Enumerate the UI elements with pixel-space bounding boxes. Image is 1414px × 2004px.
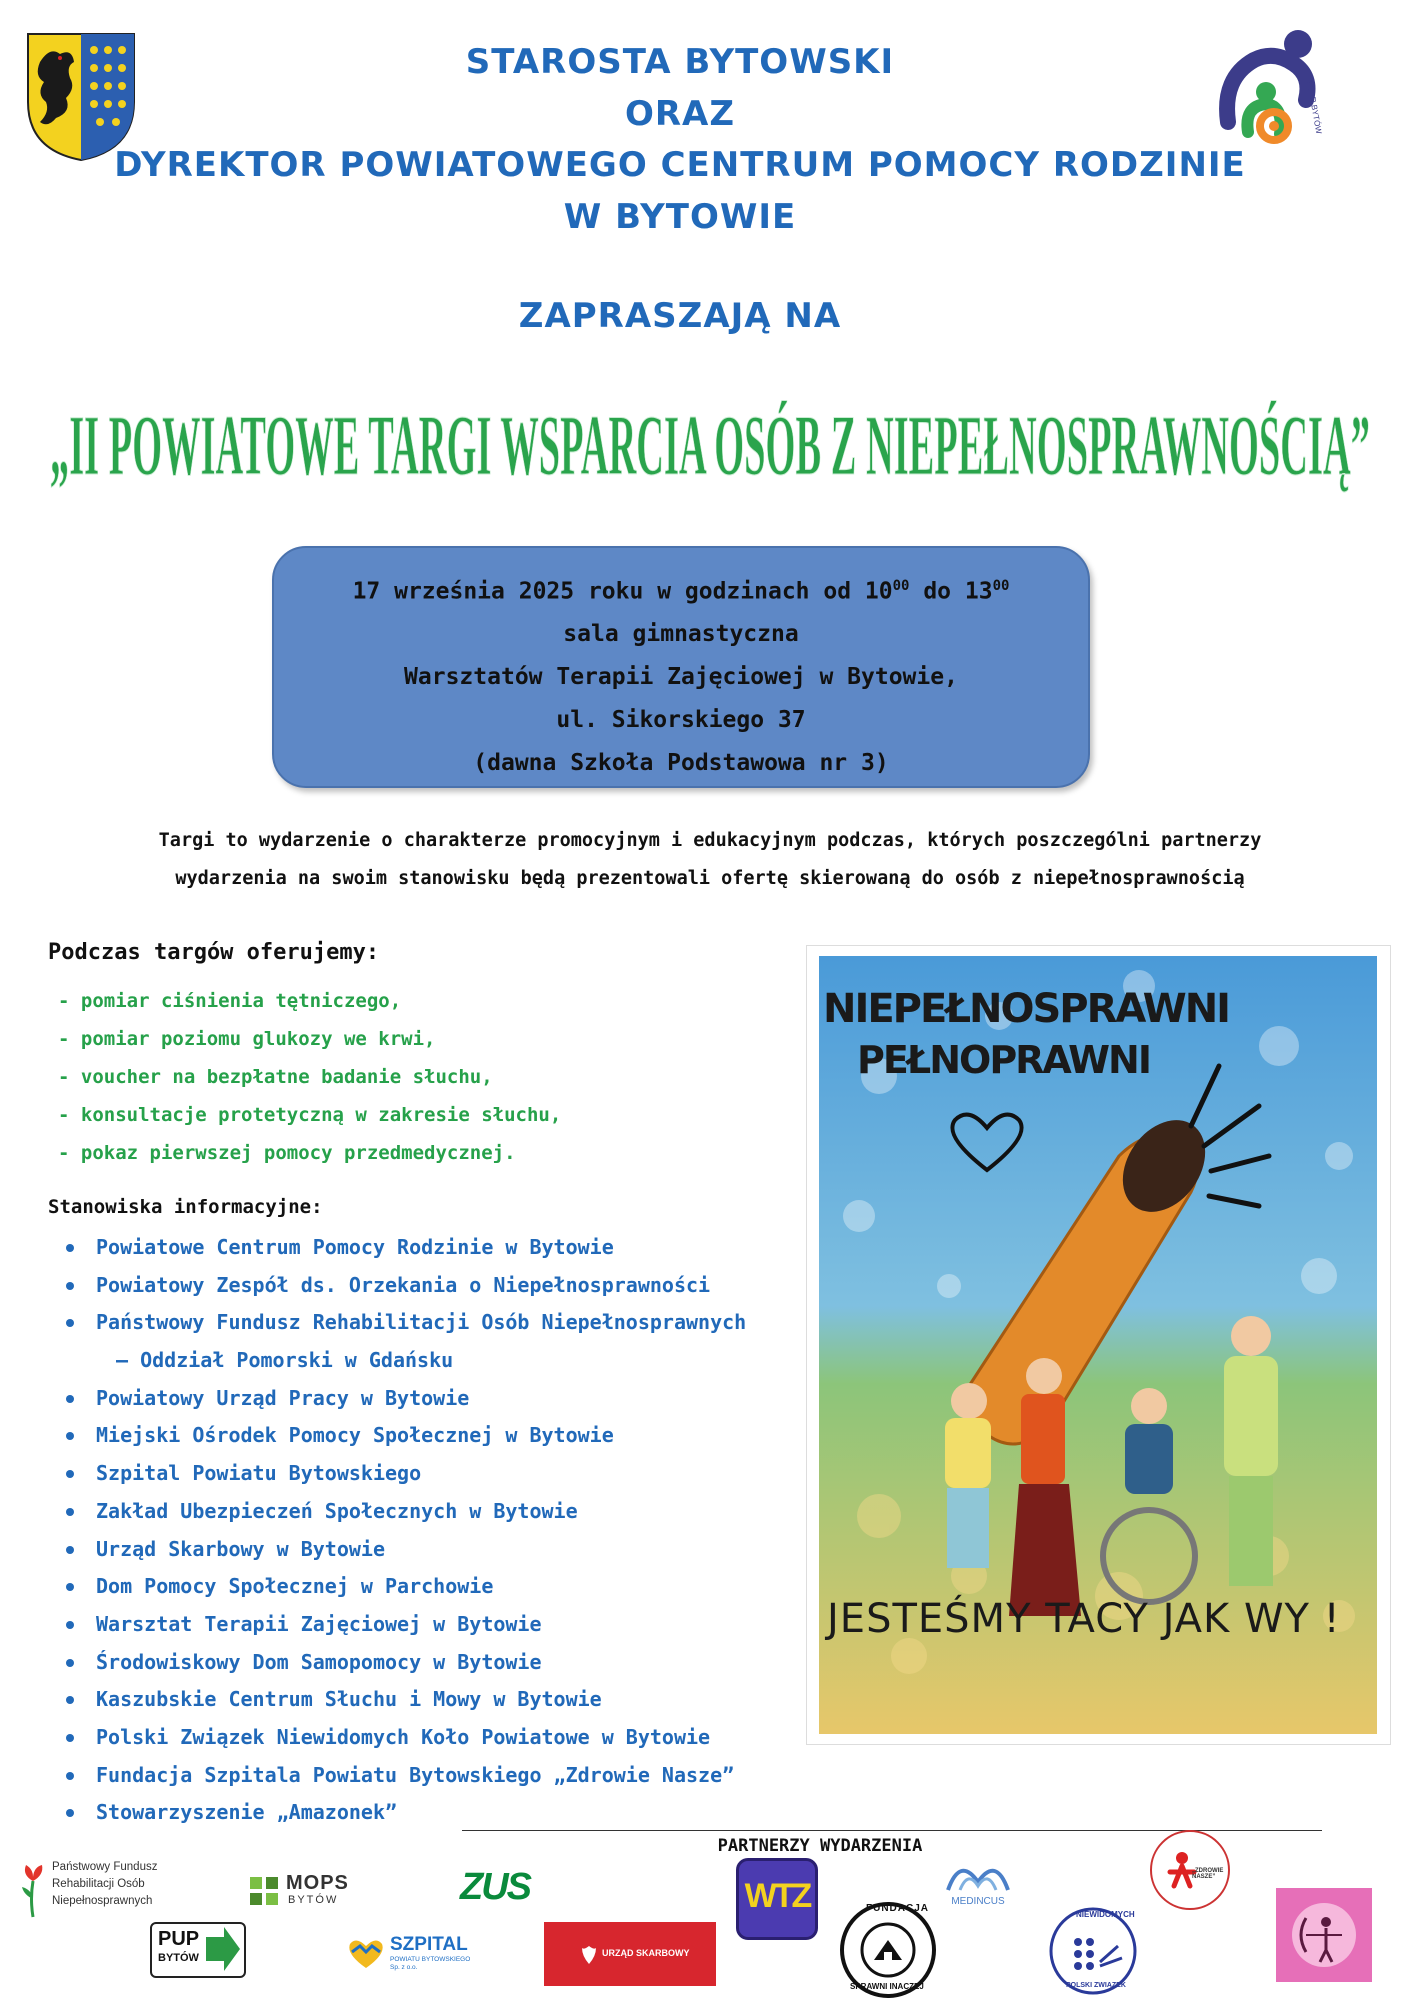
- pzn-logo: [1048, 1906, 1138, 1996]
- szpital-subtext: POWIATU BYTOWSKIEGO: [390, 1956, 471, 1963]
- pcpr-logo-text: PCPR BYTÓW: [1305, 80, 1324, 135]
- list-item: [62, 1229, 746, 1267]
- stand-label: Dom Pomocy Społecznej w Parchowie: [96, 1574, 494, 1599]
- wtz-text: WTZ: [744, 1877, 810, 1915]
- bullet-icon: [66, 1319, 74, 1327]
- fundacja-text: FUNDACJA: [866, 1903, 929, 1914]
- header-line-oraz: ORAZ: [624, 94, 736, 134]
- szpital-heart-icon: [346, 1936, 386, 1970]
- list-item: [62, 1757, 746, 1795]
- pfron-flower-icon: [18, 1859, 48, 1919]
- list-item: [62, 1531, 746, 1569]
- event-info-box: [272, 546, 1090, 788]
- stand-label: Powiatowy Urząd Pracy w Bytowie: [96, 1385, 470, 1410]
- event-hour-end-sup: 00: [992, 578, 1010, 594]
- event-to-text: do 13: [909, 578, 993, 605]
- list-item: [62, 1455, 746, 1493]
- event-hour-start-sup: 00: [892, 578, 910, 594]
- bullet-icon: [66, 1659, 74, 1667]
- artwork-text-top1: NIEPEŁNOSPRAWNI: [823, 986, 1230, 1032]
- stands-list: [62, 1229, 746, 1832]
- mops-icon: [248, 1875, 280, 1907]
- bullet-icon: [66, 1734, 74, 1742]
- wtz-logo: [736, 1858, 818, 1940]
- stand-label: Zakład Ubezpieczeń Społecznych w Bytowie: [96, 1498, 578, 1523]
- offers-heading: Podczas targów oferujemy:: [48, 940, 380, 965]
- list-item: - konsultacje protetyczną w zakresie słuchu,: [58, 1104, 562, 1126]
- offers-list: [58, 982, 561, 1172]
- medincus-text: MEDINCUS: [951, 1896, 1005, 1907]
- artwork-canvas: [819, 956, 1377, 1734]
- pfron-line2: Rehabilitacji Osób: [52, 1878, 145, 1890]
- stand-label: Urząd Skarbowy w Bytowie: [96, 1536, 385, 1561]
- list-item: [62, 1794, 746, 1832]
- bullet-icon: [66, 1696, 74, 1704]
- mops-text: MOPS: [286, 1872, 349, 1894]
- pup-subtext: BYTÓW: [158, 1952, 199, 1964]
- bullet-icon: [66, 1395, 74, 1403]
- bullet-icon: [66, 1621, 74, 1629]
- header-line-w-bytowie: W BYTOWIE: [563, 197, 797, 237]
- intro-line1: Targi to wydarzenie o charakterze promocyjnym i edukacyjnym podczas, których poszczególni partnerzy: [158, 830, 1262, 851]
- list-item: [62, 1606, 746, 1644]
- bullet-icon: [66, 1508, 74, 1516]
- list-item-continuation: [62, 1342, 746, 1380]
- list-item: [62, 1304, 746, 1342]
- fundacja-subtext: SPRAWNI INACZEJ: [850, 1982, 924, 1991]
- eagle-icon: [580, 1944, 598, 1966]
- zus-logo: ZUS: [460, 1866, 530, 1908]
- event-date-text: 17 września 2025 roku w godzinach od 10: [352, 578, 893, 605]
- amazonki-logo: [1276, 1888, 1372, 1982]
- bullet-icon: [66, 1546, 74, 1554]
- pfron-logo: [18, 1857, 198, 1921]
- stand-label: Fundacja Szpitala Powiatu Bytowskiego „Zdrowie Nasze”: [96, 1762, 735, 1787]
- list-item: [62, 1267, 746, 1305]
- pup-text: PUP: [158, 1928, 200, 1950]
- event-title: [30, 378, 1390, 508]
- bullet-icon: [66, 1583, 74, 1591]
- urzad-skarbowy-text: URZĄD SKARBOWY: [602, 1948, 690, 1958]
- bullet-icon: [66, 1809, 74, 1817]
- artwork-image: [806, 945, 1391, 1745]
- zdrowie-nasze-text: „ZDROWIE NASZE”: [1192, 1868, 1224, 1880]
- stand-label: – Oddział Pomorski w Gdańsku: [116, 1348, 454, 1373]
- urzad-skarbowy-logo: [544, 1922, 716, 1986]
- event-title-text: „II POWIATOWE TARGI WSPARCIA OSÓB Z NIEPEŁNOSPRAWNOŚCIĄ”: [50, 397, 1370, 493]
- pfron-line1: Państwowy Fundusz: [52, 1861, 158, 1873]
- bullet-icon: [66, 1282, 74, 1290]
- stands-heading: Stanowiska informacyjne:: [48, 1196, 323, 1218]
- bullet-icon: [66, 1244, 74, 1252]
- bullet-icon: [66, 1772, 74, 1780]
- event-venue-line3: ul. Sikorskiego 37: [556, 707, 806, 733]
- stand-label: Państwowy Fundusz Rehabilitacji Osób Niepełnosprawnych: [96, 1310, 747, 1335]
- pzn-subtext: POLSKI ZWIĄZEK: [1066, 1982, 1126, 1989]
- list-item: [62, 1417, 746, 1455]
- list-item: [62, 1644, 746, 1682]
- amazonki-archer-icon: [1276, 1888, 1372, 1982]
- header-line-dyrektor: DYREKTOR POWIATOWEGO CENTRUM POMOCY RODZINIE: [114, 145, 1246, 185]
- stand-label: Powiatowy Zespół ds. Orzekania o Niepełnosprawności: [96, 1272, 711, 1297]
- fundacja-sprawni-inaczej-logo: [838, 1900, 938, 2000]
- stand-label: Powiatowe Centrum Pomocy Rodzinie w Bytowie: [96, 1235, 614, 1259]
- bullet-icon: [66, 1470, 74, 1478]
- list-item: [62, 1380, 746, 1418]
- stand-label: Miejski Ośrodek Pomocy Społecznej w Bytowie: [96, 1423, 614, 1448]
- pup-arrow-icon: [206, 1927, 240, 1971]
- intro-paragraph: [60, 822, 1360, 898]
- medincus-icon: [940, 1856, 1016, 1896]
- pcpr-logo: [1214, 22, 1364, 172]
- artwork-text-bottom: JESTEŚMY TACY JAK WY !: [827, 1596, 1341, 1642]
- partners-heading: PARTNERZY WYDARZENIA: [717, 1836, 923, 1856]
- event-venue-line2: Warsztatów Terapii Zajęciowej w Bytowie,: [404, 664, 958, 690]
- zdrowie-nasze-logo: [1150, 1830, 1230, 1910]
- szpital-text: SZPITAL: [390, 1934, 468, 1955]
- stand-label: Szpital Powiatu Bytowskiego: [96, 1461, 422, 1486]
- event-venue-line4: (dawna Szkoła Podstawowa nr 3): [473, 750, 889, 776]
- header-invite: ZAPRASZAJĄ NA: [518, 296, 842, 336]
- mops-subtext: BYTÓW: [288, 1894, 339, 1906]
- pfron-line3: Niepełnosprawnych: [52, 1895, 153, 1907]
- event-date-line: [274, 578, 1088, 605]
- list-item: [62, 1681, 746, 1719]
- header-line-starosta: STAROSTA BYTOWSKI: [465, 42, 895, 82]
- medincus-logo: [940, 1856, 1016, 1916]
- list-item: [62, 1568, 746, 1606]
- list-item: - pomiar poziomu glukozy we krwi,: [58, 1028, 436, 1050]
- pzn-text: NIEWIDOMYCH: [1076, 1910, 1135, 1919]
- list-item: - pokaz pierwszej pomocy przedmedycznej.: [58, 1142, 516, 1164]
- event-venue-line1: sala gimnastyczna: [563, 621, 799, 647]
- list-item: [62, 1493, 746, 1531]
- mops-logo: [248, 1872, 358, 1912]
- szpital-logo: [346, 1934, 496, 1974]
- list-item: - voucher na bezpłatne badanie słuchu,: [58, 1066, 493, 1088]
- intro-line2: wydarzenia na swoim stanowisku będą prezentowali ofertę skierowaną do osób z niepełnosprawnością: [175, 868, 1245, 889]
- artwork-text-top2: PEŁNOPRAWNI: [857, 1038, 1150, 1082]
- szpital-subtext2: Sp. z o.o.: [390, 1964, 418, 1971]
- stand-label: Polski Związek Niewidomych Koło Powiatowe w Bytowie: [96, 1724, 711, 1749]
- stand-label: Warsztat Terapii Zajęciowej w Bytowie: [96, 1611, 542, 1636]
- bullet-icon: [66, 1432, 74, 1440]
- list-item: - pomiar ciśnienia tętniczego,: [58, 990, 402, 1012]
- stand-label: Kaszubskie Centrum Słuchu i Mowy w Bytowie: [96, 1687, 602, 1712]
- list-item: [62, 1719, 746, 1757]
- pup-logo: [150, 1922, 246, 1978]
- stand-label: Środowiskowy Dom Samopomocy w Bytowie: [96, 1649, 542, 1674]
- stand-label: Stowarzyszenie „Amazonek”: [96, 1800, 398, 1825]
